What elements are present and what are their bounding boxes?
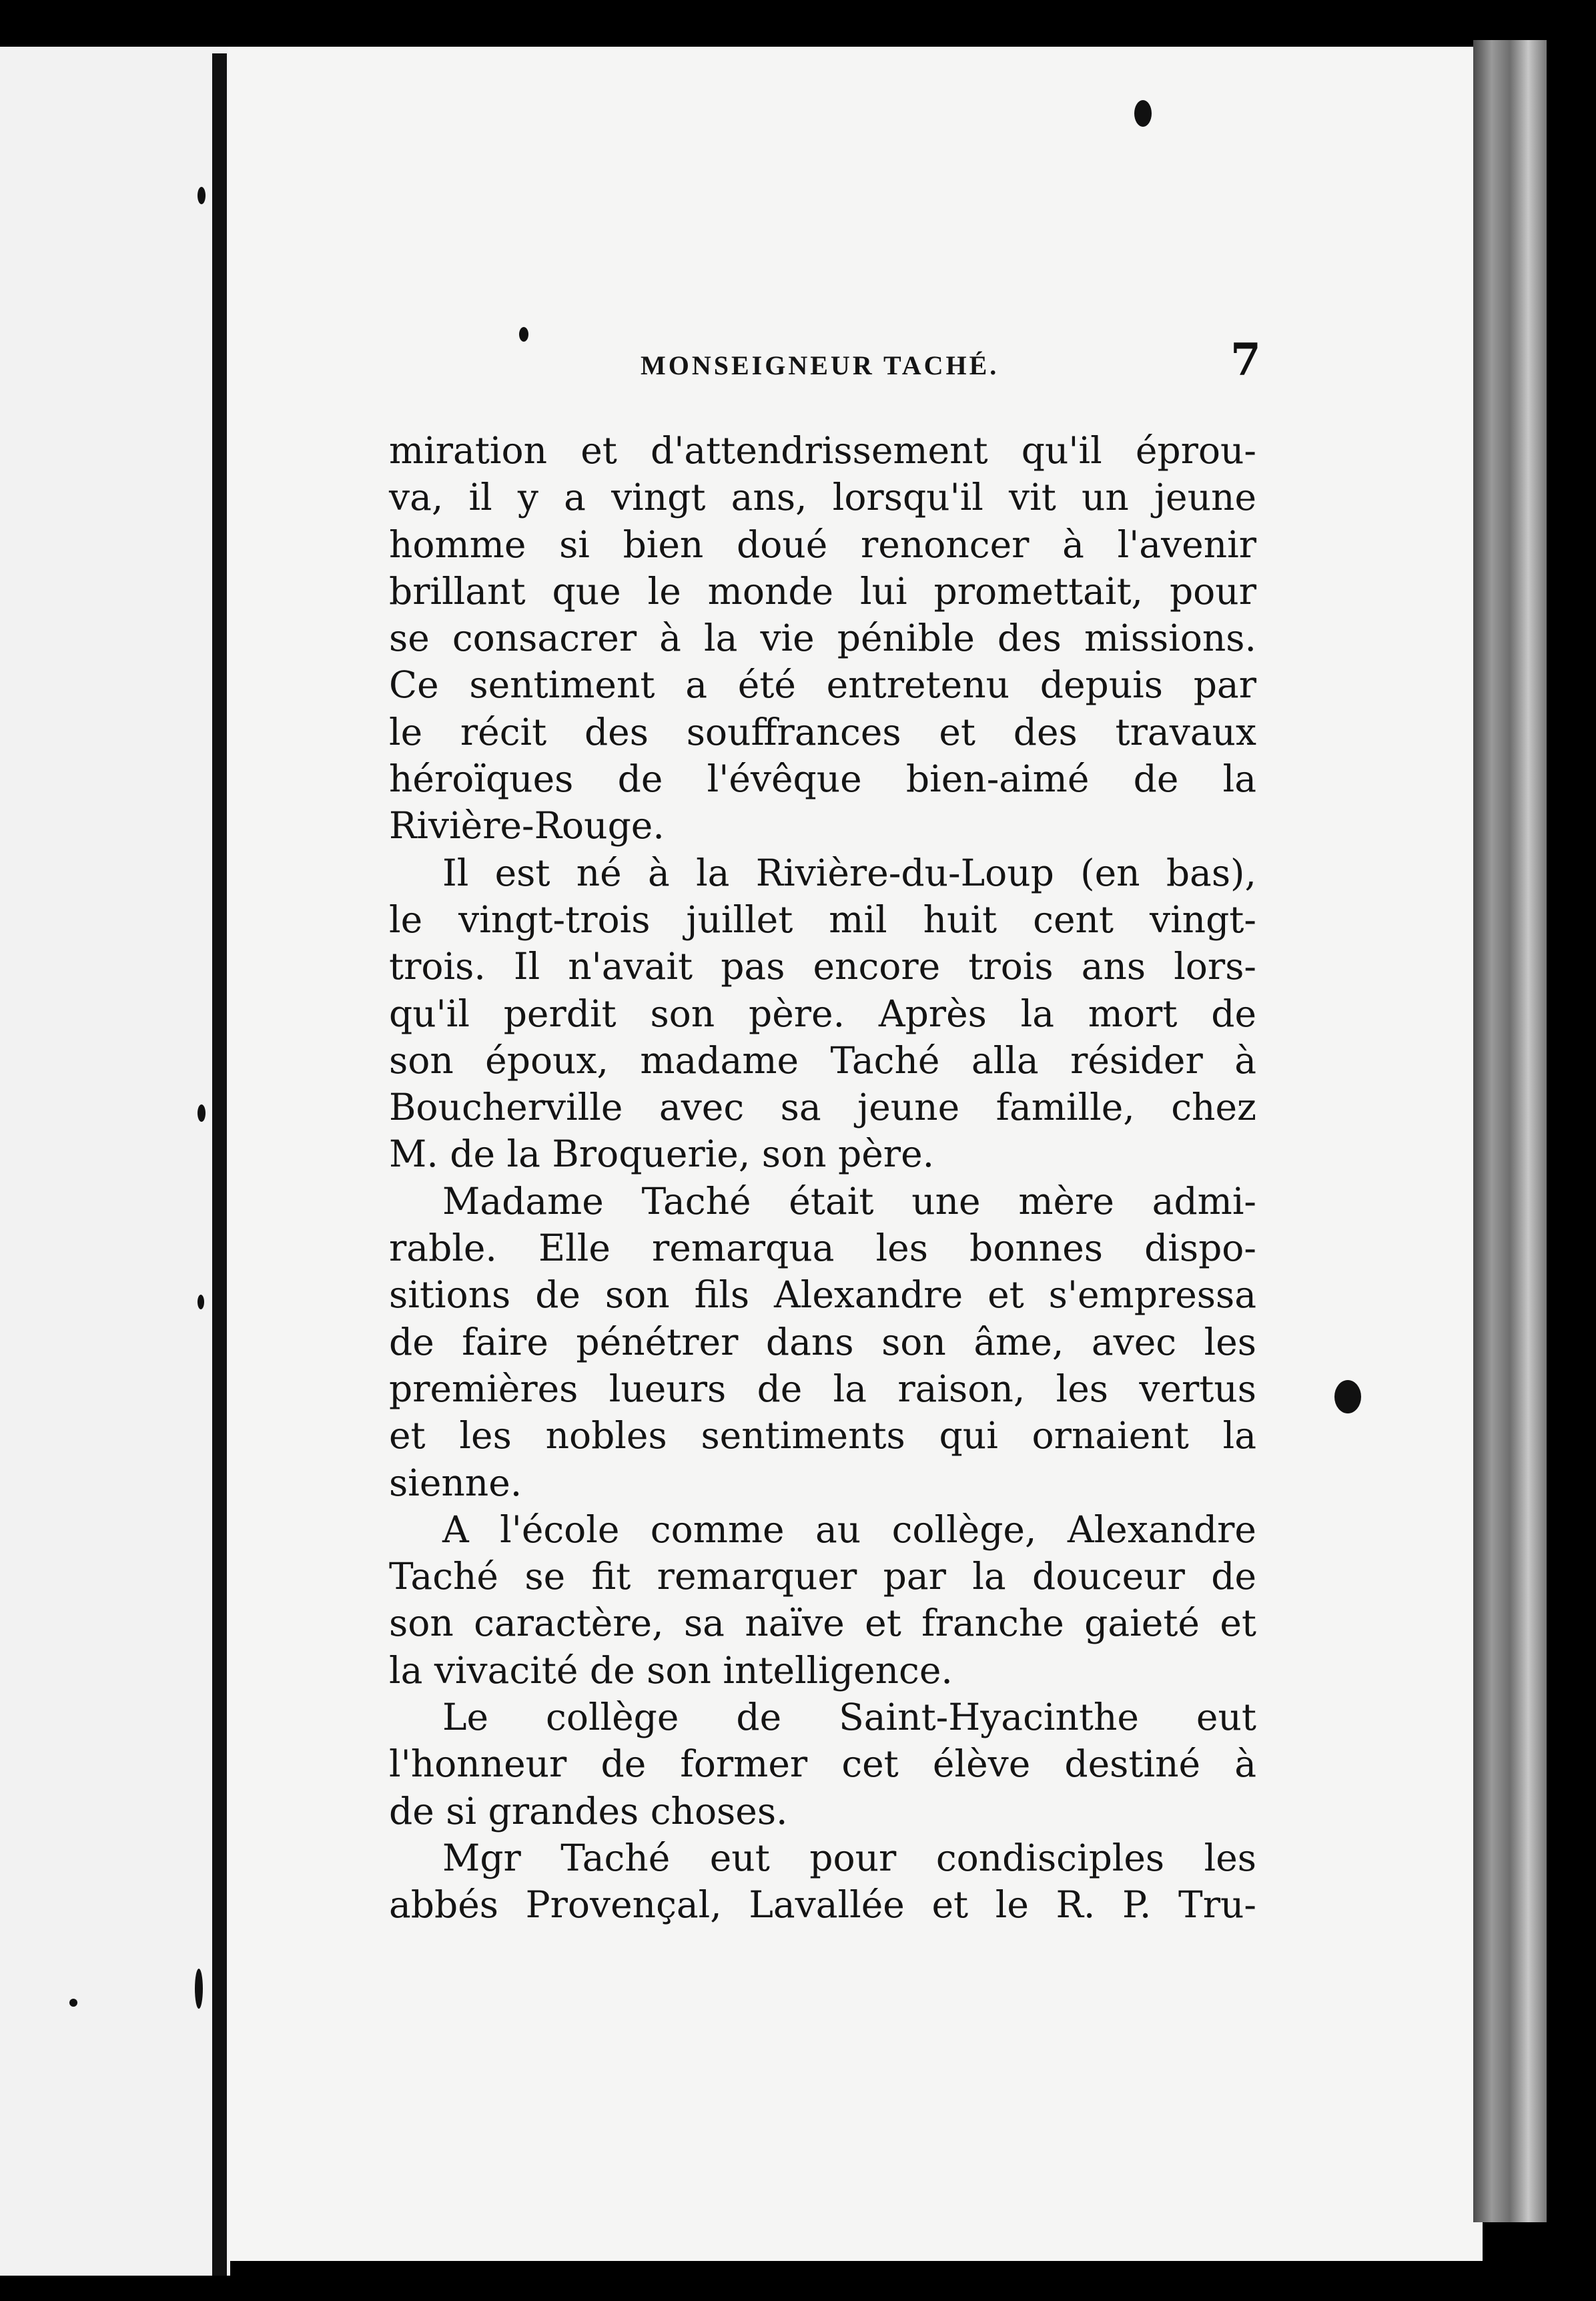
text-line: Ce sentiment a été entretenu depuis par	[389, 663, 1256, 707]
text-line: le vingt-trois juillet mil huit cent vingt-	[389, 898, 1256, 941]
text-line: l'honneur de former cet élève destiné à	[389, 1742, 1256, 1786]
ink-speck	[1334, 1380, 1361, 1413]
body-text	[389, 427, 1256, 1929]
text-line: se consacrer à la vie pénible des missions.	[389, 617, 1256, 660]
page-number: 7	[1230, 334, 1261, 386]
text-line: de faire pénétrer dans son âme, avec les	[389, 1320, 1256, 1363]
text-line: Madame Taché était une mère admi-	[442, 1179, 1256, 1223]
ink-speck	[197, 187, 206, 204]
text-line: trois. Il n'avait pas encore trois ans lors-	[389, 945, 1256, 988]
facing-page-edge	[0, 47, 230, 2276]
ink-speck	[195, 1969, 203, 2009]
text-line: premières lueurs de la raison, les vertus	[389, 1367, 1256, 1410]
text-line: homme si bien doué renoncer à l'avenir	[389, 523, 1256, 566]
text-line: sienne.	[389, 1461, 522, 1504]
ink-speck	[197, 1104, 206, 1122]
text-line: la vivacité de son intelligence.	[389, 1648, 953, 1692]
ink-speck	[1134, 100, 1152, 127]
ink-speck	[197, 1295, 204, 1309]
text-line: brillant que le monde lui promettait, pour	[389, 569, 1256, 613]
ink-speck	[69, 1999, 77, 2007]
text-line: Taché se fit remarquer par la douceur de	[389, 1555, 1256, 1598]
text-line: sitions de son fils Alexandre et s'empressa	[389, 1273, 1256, 1317]
text-line: qu'il perdit son père. Après la mort de	[389, 992, 1256, 1035]
page-edges	[1473, 40, 1547, 2222]
gutter-shadow	[212, 53, 227, 2276]
text-line: Le collège de Saint-Hyacinthe eut	[442, 1696, 1256, 1739]
text-line: M. de la Broquerie, son père.	[389, 1132, 935, 1176]
text-line: le récit des souffrances et des travaux	[389, 710, 1256, 753]
text-line: de si grandes choses.	[389, 1789, 788, 1833]
text-line: son époux, madame Taché alla résider à	[389, 1038, 1256, 1082]
text-line: Il est né à la Rivière-du-Loup (en bas),	[442, 851, 1256, 894]
text-line: miration et d'attendrissement qu'il éprou-	[389, 429, 1256, 472]
text-line: A l'école comme au collège, Alexandre	[442, 1508, 1256, 1551]
text-line: et les nobles sentiments qui ornaient la	[389, 1414, 1256, 1457]
text-line: Mgr Taché eut pour condisciples les	[442, 1836, 1256, 1879]
text-line: rable. Elle remarqua les bonnes dispo-	[389, 1227, 1256, 1270]
ink-speck	[519, 327, 528, 342]
text-line: Boucherville avec sa jeune famille, chez	[389, 1086, 1256, 1129]
text-line: abbés Provençal, Lavallée et le R. P. Tru-	[389, 1883, 1256, 1927]
text-line: son caractère, sa naïve et franche gaieté et	[389, 1602, 1256, 1645]
text-line: Rivière-Rouge.	[389, 804, 665, 848]
text-line: héroïques de l'évêque bien-aimé de la	[389, 757, 1256, 801]
running-head: MONSEIGNEUR TACHÉ.	[641, 350, 1000, 380]
text-line: va, il y a vingt ans, lorsqu'il vit un jeune	[389, 476, 1256, 519]
